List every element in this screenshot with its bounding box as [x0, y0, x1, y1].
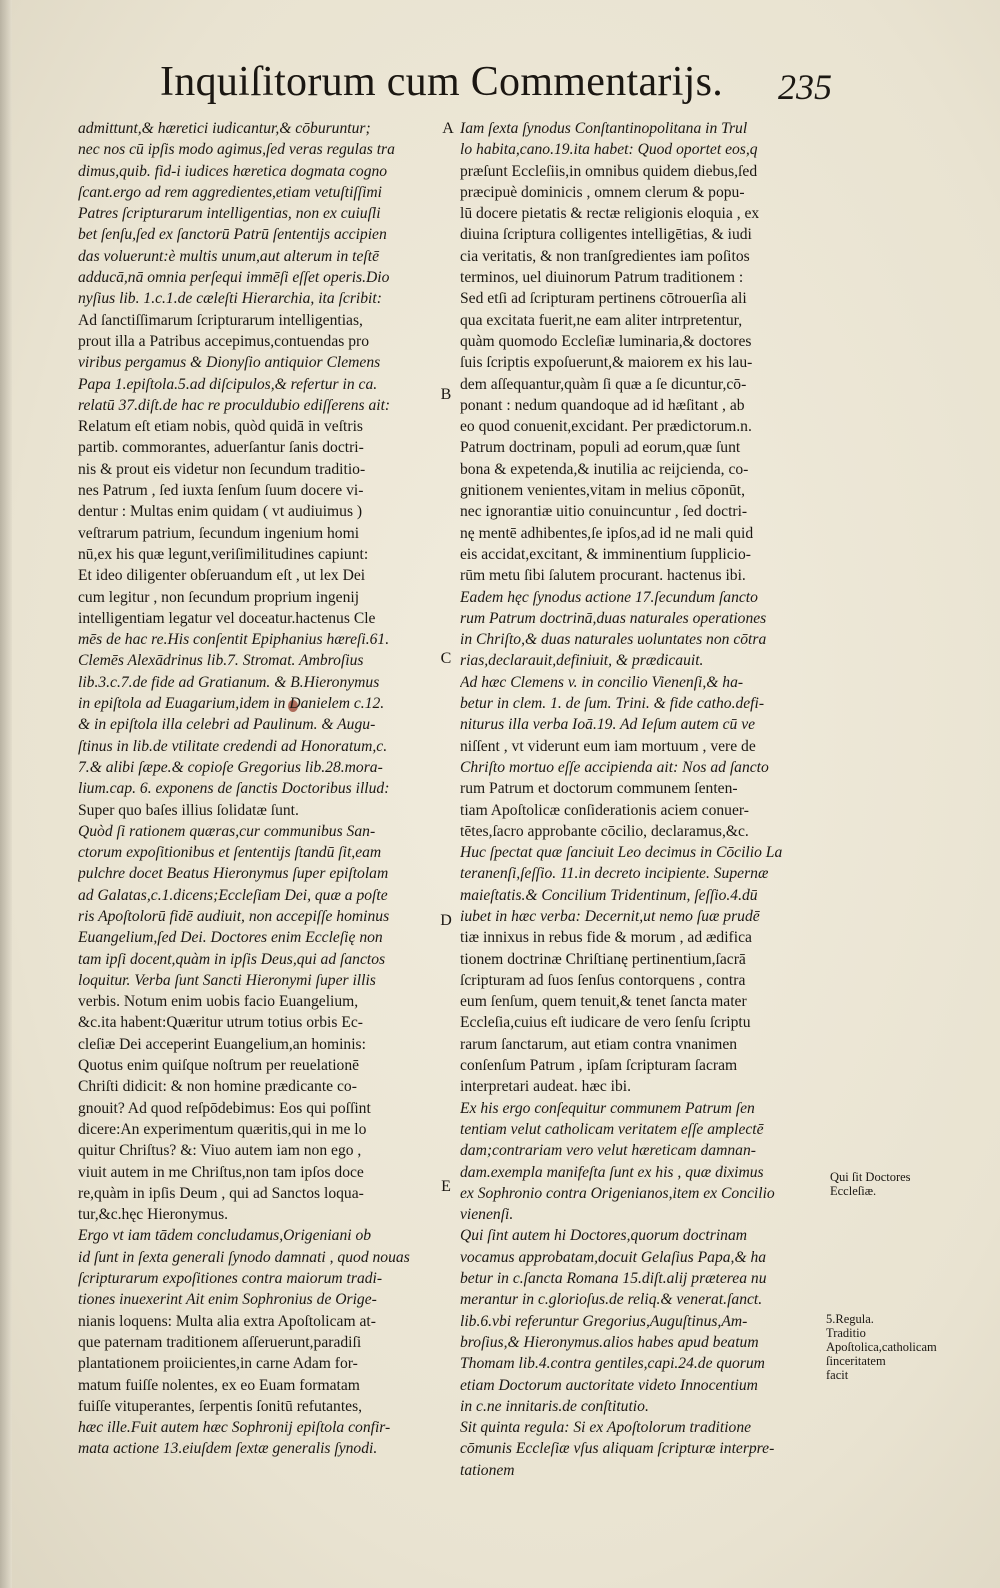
- text-line: tentiam velut catholicam veritatem eſſe amplectē: [460, 1120, 764, 1138]
- text-line: plantationem proiicientes,in carne Adam for-: [78, 1355, 358, 1373]
- text-line: quitur Chriſtus? &: Viuo autem iam non ego ,: [78, 1142, 362, 1160]
- margin-note-doctores: Qui ſit Doctores Eccleſiæ.: [830, 1170, 911, 1198]
- text-line: ſuis ſcriptis expoſuerunt,& maiorem ex his lau-: [460, 354, 753, 372]
- text-line: tētes,ſacro approbante cōcilio, declaramus,&c.: [460, 822, 749, 840]
- text-line: Eadem hęc ſynodus actione 17.ſecundum ſancto: [460, 588, 758, 606]
- text-line: ponant : nedum quandoque ad id hæſitant , ab: [460, 396, 745, 414]
- text-line: Ergo vt iam tādem concludamus,Origeniani ob: [78, 1227, 372, 1245]
- text-line: tationem: [460, 1461, 515, 1479]
- text-line: Super quo baſes illius ſolidatæ ſunt.: [78, 801, 299, 819]
- text-line: etiam Doctorum auctoritate videto Innocentium: [460, 1376, 758, 1394]
- text-line: lib.3.c.7.de fide ad Gratianum. & B.Hieronymus: [78, 673, 380, 691]
- text-line: &c.ita habent:Quæritur utrum totius orbis Ec-: [78, 1014, 363, 1032]
- text-line: in c.ne innitaris.de conſtitutio.: [460, 1397, 649, 1415]
- text-line: Chriſto mortuo eſſe accipienda ait: Nos ad ſancto: [460, 758, 769, 776]
- text-line: ctorum expoſitionibus et ſententijs ſtandū ſit,eam: [78, 844, 382, 862]
- text-line: maieſtatis.& Concilium Tridentinum, ſeſſio.4.dū: [460, 886, 758, 904]
- text-line: rias,declarauit,definiuit, & prædicauit.: [460, 652, 704, 670]
- section-marker-e: E: [441, 1178, 451, 1195]
- text-line: dem aſſequantur,quàm ſi quæ a ſe dicuntur,cō-: [460, 375, 747, 393]
- text-line: Qui ſint autem hi Doctores,quorum doctrinam: [460, 1227, 748, 1245]
- text-line: rum Patrum doctrinā,duas naturales operationes: [460, 609, 767, 627]
- text-line: eum ſenſum, quem tenuit,& tenet ſancta mater: [460, 993, 747, 1011]
- text-line: Quotus enim quiſque noſtrum per reuelationē: [78, 1057, 360, 1075]
- text-line: Sed etſi ad ſcripturam pertinens cōtrouerſia ali: [460, 290, 747, 308]
- text-line: tionem doctrinæ Chriſtianę pertinentium,ſacrā: [460, 950, 746, 968]
- text-line: betur in c.ſancta Romana 15.diſt.alij præterea nu: [460, 1270, 767, 1288]
- text-line: cia veritatis, & non tranſgredientes iam poſitos: [460, 247, 750, 265]
- text-line: gnitionem venientes,vitam in melius cōponūt,: [460, 482, 745, 500]
- text-line: betur in clem. 1. de ſum. Trini. & fide catho.defi-: [460, 695, 765, 713]
- text-line: dimus,quib. fid-i iudices hæretica dogmata cogno: [78, 162, 388, 180]
- text-line: loquitur. Verba ſunt Sancti Hieronymi ſuper illis: [78, 971, 376, 989]
- text-line: lib.6.vbi referuntur Gregorius,Auguſtinus,Am-: [460, 1312, 748, 1330]
- text-line: Patrum doctrinam, populi ad eorum,quæ ſunt: [460, 439, 741, 457]
- text-line: 7.& alibi ſæpe.& copioſe Gregorius lib.28.mora-: [78, 758, 383, 776]
- text-line: Ad hæc Clemens v. in concilio Vienenſi,& ha-: [460, 673, 744, 691]
- text-line: tiæ innixus in rebus fide & morum , ad ædifica: [460, 929, 752, 947]
- text-line: Ex his ergo conſequitur communem Patrum ſen: [460, 1099, 755, 1117]
- text-line: hæc ille.Fuit autem hæc Sophronij epiſtola confir-: [78, 1419, 391, 1437]
- text-line: nec nos cū ipſis modo agimus,ſed veras regulas tra: [78, 141, 395, 159]
- text-line: pulchre docet Beatus Hieronymus ſuper epiſtolam: [78, 865, 389, 883]
- text-line: Papa 1.epiſtola.5.ad diſcipulos,& refertur in ca.: [78, 375, 378, 393]
- text-line: Quòd ſi rationem quæras,cur communibus San-: [78, 822, 376, 840]
- text-line: eo quod conuenit,excidant. Per prædictorum.n.: [460, 418, 752, 436]
- text-line: Et ideo diligenter obſeruandum eſt , ut lex Dei: [78, 567, 366, 585]
- page-gutter-edge: [0, 0, 12, 1588]
- left-text-column: [78, 118, 433, 1460]
- text-line: Clemēs Alexādrinus lib.7. Stromat. Ambroſius: [78, 652, 364, 670]
- text-line: Sit quinta regula: Si ex Apoſtolorum traditione: [460, 1419, 752, 1437]
- text-line: terminos, uel diuinorum Patrum traditionem :: [460, 269, 744, 287]
- text-line: tam ipſi docent,quàm in ipſis Deus,qui ad ſanctos: [78, 950, 386, 968]
- text-line: ad Galatas,c.1.dicens;Eccleſiam Dei, quæ a poſte: [78, 886, 388, 904]
- section-marker-b: B: [440, 386, 452, 403]
- text-line: ris Apoſtolorū fidē audiuit, non accepiſſe hominus: [78, 907, 390, 925]
- page-number: 235: [778, 67, 832, 107]
- section-marker-a: A: [442, 120, 454, 137]
- text-line: dicere:An experimentum quæritis,qui in me lo: [78, 1120, 367, 1138]
- text-line: niſſent , vt viderunt eum iam mortuum , vere de: [460, 737, 756, 755]
- text-line: ſcripturarum expoſitiones contra maiorum tradi-: [78, 1270, 383, 1288]
- text-line: Eccleſia,cuius eſt iudicare de vero ſenſu ſcriptu: [460, 1014, 751, 1032]
- text-line: teranenſi,ſeſſio. 11.in decreto incipiente. Supernæ: [460, 865, 769, 883]
- text-line: Thomam lib.4.contra gentiles,capi.24.de quorum: [460, 1355, 765, 1373]
- text-line: præſunt Eccleſiis,in omnibus quidem diebus,ſed: [460, 162, 758, 180]
- text-line: das voluerunt:è multis unum,aut alterum in teſtē: [78, 247, 380, 265]
- text-line: merantur in c.glorioſus.de reliq.& venerat.ſanct.: [460, 1291, 763, 1309]
- text-line: relatū 37.diſt.de hac re proculdubio ediſſerens ait:: [78, 396, 391, 414]
- text-line: qua excitata fuerit,ne eam aliter intrpretentur,: [460, 311, 743, 329]
- text-line: adducā,nā omnia perſequi immēſi eſſet operis.Dio: [78, 269, 390, 287]
- text-line: ſcant.ergo ad rem aggredientes,etiam vetuſtiſſimi: [78, 183, 383, 201]
- right-text-column: [460, 118, 820, 1481]
- text-line: que paternam traditionem aſſeruerunt,paradiſi: [78, 1333, 362, 1351]
- text-line: intelligentiam legatur vel doceatur.hactenus Cle: [78, 609, 376, 627]
- text-line: Iam ſexta ſynodus Conſtantinopolitana in Trul: [460, 120, 748, 137]
- text-line: viuit autem in me Chriſtus,non tam ipſos doce: [78, 1163, 364, 1181]
- text-line: broſius,& Hieronymus.alios habes apud beatum: [460, 1333, 759, 1351]
- text-line: matum fuiſſe nolentes, ex eo Euam formatam: [78, 1376, 360, 1394]
- text-line: lū docere pietatis & rectæ religionis eloquia , ex: [460, 205, 760, 223]
- text-line: bona & expetenda,& inutilia ac reijcienda, co-: [460, 460, 749, 478]
- text-line: Patres ſcripturarum intelligentias, non ex cuiuſli: [78, 205, 381, 223]
- text-line: nianis loquens: Multa alia extra Apoſtolicam at-: [78, 1312, 376, 1330]
- text-line: dam;contrariam vero velut hæreticam damnan-: [460, 1142, 756, 1160]
- text-line: præcipuè dominicis , omnem clerum & popu-: [460, 183, 745, 201]
- text-line: eis accidat,excitant, & imminentium ſupplicio-: [460, 545, 752, 563]
- text-line: in epiſtola ad Euagarium,idem in Danielem c.12.: [78, 695, 385, 713]
- text-line: ſcripturam ad ſuos ſenſus contorquens , contra: [460, 971, 746, 989]
- text-line: nū,ex his quæ legunt,veriſimilitudines capiunt:: [78, 545, 369, 563]
- text-line: cum legitur , non ſecundum proprium ingenij: [78, 588, 360, 606]
- text-line: ex Sophronio contra Origenianos,item ex Concilio: [460, 1184, 775, 1202]
- text-line: tur,&c.hęc Hieronymus.: [78, 1206, 229, 1224]
- text-line: veſtrarum patrium, ſecundum ingenium homi: [78, 524, 360, 542]
- text-line: vocamus approbatam,docuit Gelaſius Papa,& ha: [460, 1248, 767, 1266]
- text-line: rarum ſanctarum, aut etiam contra vnanimen: [460, 1035, 738, 1053]
- text-line: nyſius lib. 1.c.1.de cæleſti Hierarchia, ita ſcribit:: [78, 290, 382, 308]
- text-line: vienenſi.: [460, 1206, 514, 1224]
- text-line: tiam Apoſtolicæ conſiderationis aciem conuer-: [460, 801, 749, 819]
- text-line: rūm metu ſibi ſalutem procurant. hactenus ibi.: [460, 567, 746, 585]
- text-line: lium.cap. 6. exponens de ſanctis Doctoribus illud:: [78, 780, 390, 798]
- text-line: Huc ſpectat quæ ſanciuit Leo decimus in Cōcilio La: [460, 844, 783, 862]
- text-line: interpretari audeat. hæc ibi.: [460, 1078, 632, 1096]
- text-line: niturus illa verba Ioā.19. Ad Ieſum autem cū ve: [460, 716, 756, 734]
- text-line: dentur : Multas enim quidam ( vt audiuimus ): [78, 503, 363, 521]
- text-line: Chriſti didicit: & non homine prædicante co-: [78, 1078, 357, 1096]
- text-line: lo habita,cano.19.ita habet: Quod oportet eos,q: [460, 141, 758, 159]
- text-line: iubet in hæc verba: Decernit,ut nemo ſuæ prudē: [460, 907, 760, 925]
- text-line: Ad ſanctiſſimarum ſcripturarum intelligentias,: [78, 311, 363, 329]
- text-line: conſenſum Patrum , ipſam ſcripturam ſacram: [460, 1057, 738, 1075]
- text-line: viribus pergamus & Dionyſio antiquior Clemens: [78, 354, 381, 372]
- text-line: nec ignorantiæ uitio conuincuntur , ſed doctri-: [460, 503, 748, 521]
- text-line: diuina ſcriptura colligentes intelligētias, & iudi: [460, 226, 752, 244]
- text-line: nę mentē adhibentes,ſe ipſos,ad id ne mali quid: [460, 524, 754, 542]
- text-line: & in epiſtola illa celebri ad Paulinum. & Augu-: [78, 716, 376, 734]
- text-line: dam.exempla manifeſta ſunt ex his , quæ diximus: [460, 1163, 764, 1181]
- text-line: cōmunis Eccleſiæ vſus aliquam ſcripturæ interpre-: [460, 1440, 775, 1458]
- text-line: Euangelium,ſed Dei. Doctores enim Eccleſię non: [78, 929, 383, 947]
- text-line: quàm quomodo Eccleſiæ luminaria,& doctores: [460, 332, 752, 350]
- text-line: mata actione 13.eiuſdem ſextæ generalis ſynodi.: [78, 1440, 378, 1458]
- text-line: prout illa a Patribus accepimus,contuendas pro: [78, 332, 370, 350]
- section-marker-c: C: [440, 650, 452, 667]
- text-line: ſtinus in lib.de vtilitate credendi ad Honoratum,c.: [78, 737, 388, 755]
- text-line: verbis. Notum enim uobis facio Euangelium,: [78, 993, 359, 1011]
- text-line: Relatum eſt etiam nobis, quòd quidā in veſtris: [78, 418, 363, 436]
- text-line: id ſunt in ſexta generali ſynodo damnati , quod nouas: [78, 1248, 410, 1266]
- text-line: nes Patrum , ſed iuxta ſenſum ſuum docere vi-: [78, 482, 364, 500]
- text-line: nis & prout eis videtur non ſecundum traditio-: [78, 460, 366, 478]
- section-marker-d: D: [440, 912, 452, 929]
- text-line: cleſiæ Dei acceperint Euangelium,an hominis:: [78, 1035, 366, 1053]
- text-line: partib. commorantes, aduerſantur ſanis doctri-: [78, 439, 364, 457]
- text-line: bet ſenſu,ſed ex ſanctorū Patrū ſententijs accipien: [78, 226, 387, 244]
- text-line: rum Patrum et doctorum communem ſenten-: [460, 780, 738, 798]
- text-line: gnouit? Ad quod reſpōdebimus: Eos qui poſſint: [78, 1099, 371, 1117]
- text-line: fuiſſe vituperantes, ſerpentis ſonitū refutantes,: [78, 1397, 363, 1415]
- margin-note-regula: 5.Regula. Traditio Apoſtolica,catholicam ſinceritatem facit: [826, 1312, 937, 1382]
- running-header-title: Inquiſitorum cum Commentarijs.: [160, 59, 724, 105]
- text-line: admittunt,& hæretici iudicantur,& cōburuntur;: [78, 120, 371, 137]
- text-line: mēs de hac re.His conſentit Epiphanius hæreſi.61.: [78, 631, 390, 649]
- text-line: re,quàm in ipſis Deum , qui ad Sanctos loqua-: [78, 1184, 364, 1202]
- text-line: in Chriſto,& duas naturales uoluntates non cōtra: [460, 631, 767, 649]
- text-line: tiones inuexerint Ait enim Sophronius de Orige-: [78, 1291, 377, 1309]
